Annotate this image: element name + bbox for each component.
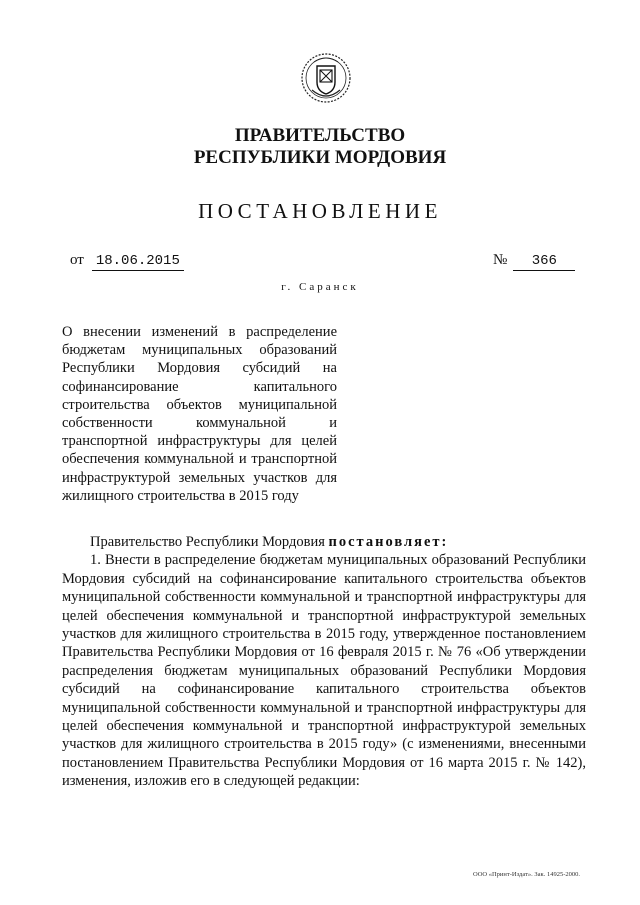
org-name-line2: РЕСПУБЛИКИ МОРДОВИЯ	[193, 147, 447, 168]
preamble-text: Правительство Республики Мордовия	[90, 534, 325, 550]
document-date	[70, 251, 184, 271]
org-name-line1: ПРАВИТЕЛЬСТВО	[234, 125, 406, 146]
printer-imprint: ООО «Принт-Издат». Зак. 14925-2000.	[473, 871, 580, 878]
decree-word: постановляет:	[328, 534, 449, 550]
date-value: 18.06.2015	[92, 252, 184, 271]
document-type-title: ПОСТАНОВЛЕНИЕ	[198, 199, 442, 223]
document-subject: О внесении изменений в распределение бюджетам муниципальных образований Республики Мордовия субсидий на софинансирование капитального строительства объектов муниципальной собственности коммунальной и транспортной инфраструктуры для целей обеспечения коммунальной и транспортной инфраструктурой земельных участков для жилищного строительства в 2015 году	[62, 324, 337, 504]
preamble-paragraph	[62, 533, 586, 551]
paragraph-1: 1. Внести в распределение бюджетам муниципальных образований Республики Мордовия субсидий на софинансирование капитального строительства объектов муниципальной собственности коммунальной и транспортной инфраструктуры для целей обеспечения коммунальной и транспортной инфраструктурой земельных участков для жилищного строительства в 2015 году, утвержденное постановлением Правительства Республики Мордовия от 16 февраля 2015 г. № 76 «Об утверждении распределения бюджетам муниципальных образований Республики Мордовия субсидий на софинансирование капитального строительства объектов муниципальной собственности коммунальной и транспортной инфраструктуры для целей обеспечения коммунальной и транспортной инфраструктурой земельных участков для жилищного строительства в 2015 году» (с изменениями, внесенными постановлением Правительства Республики Мордовия от 16 марта 2015 г. № 142), изменения, изложив его в следующей редакции:	[62, 552, 586, 790]
number-prefix: №	[493, 252, 508, 268]
document-body	[62, 533, 586, 791]
city-label: г. Саранск	[281, 281, 359, 293]
number-value: 366	[513, 252, 575, 271]
coat-of-arms-icon	[300, 52, 352, 104]
document-number	[493, 251, 575, 271]
date-prefix: от	[70, 252, 84, 268]
